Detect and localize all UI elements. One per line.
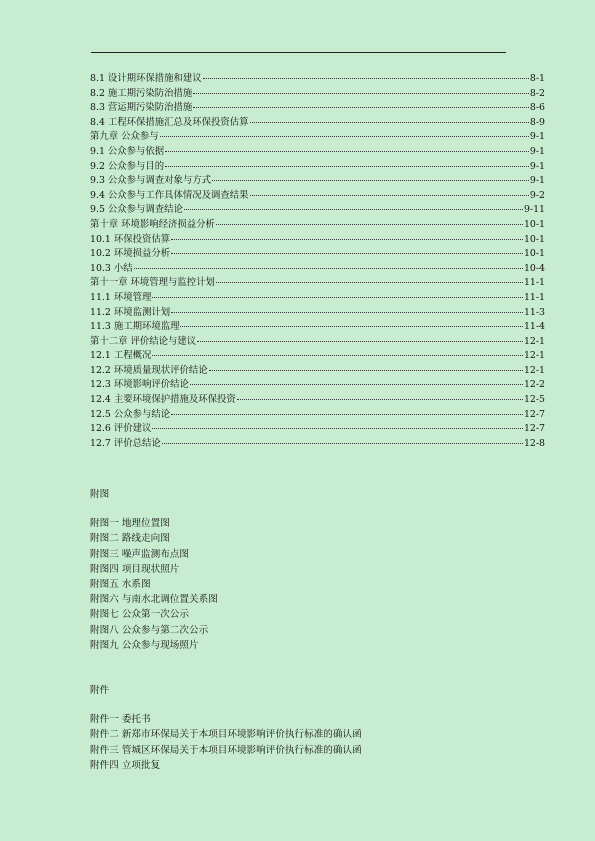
toc-entry[interactable] bbox=[90, 393, 545, 408]
toc-entry-title: 12.6 评价建议 bbox=[90, 423, 152, 435]
toc-entry-page: 12-1 bbox=[523, 335, 545, 347]
header-rule bbox=[91, 52, 506, 53]
toc-dot-leader bbox=[216, 224, 523, 225]
toc-entry-page: 11-3 bbox=[523, 306, 545, 318]
toc-entry-title: 11.2 环境监测计划 bbox=[90, 306, 171, 318]
toc-entry-title: 10.3 小结 bbox=[90, 262, 133, 274]
toc-entry-title: 第十章 环境影响经济损益分析 bbox=[90, 218, 215, 230]
toc-entry[interactable] bbox=[90, 218, 545, 233]
toc-entry-page: 12-8 bbox=[523, 437, 545, 449]
figure-list-item: 附图四 项目现状照片 bbox=[90, 563, 180, 575]
figure-list-item: 附图三 噪声监测布点图 bbox=[90, 548, 189, 560]
toc-dot-leader bbox=[160, 136, 529, 137]
figure-list-item: 附图五 水系图 bbox=[90, 578, 151, 590]
toc-entry-title: 12.3 环境影响评价结论 bbox=[90, 379, 189, 391]
toc-entry-title: 11.1 环境管理 bbox=[90, 291, 152, 303]
toc-entry-page: 11-1 bbox=[523, 277, 545, 289]
figure-list-item: 附图二 路线走向图 bbox=[90, 533, 170, 545]
toc-entry-page: 12-5 bbox=[523, 394, 545, 406]
toc-dot-leader bbox=[197, 341, 523, 342]
toc-entry-page: 10-4 bbox=[523, 262, 545, 274]
toc-entry[interactable] bbox=[90, 189, 545, 204]
attachments-section bbox=[90, 683, 362, 773]
toc-dot-leader bbox=[134, 268, 523, 269]
toc-dot-leader bbox=[162, 443, 523, 444]
toc-entry-page: 12-7 bbox=[523, 423, 545, 435]
attachments-list bbox=[90, 712, 362, 773]
attachment-list-item: 附件二 新郑市环保局关于本项目环境影响评价执行标准的确认函 bbox=[90, 729, 362, 741]
toc-dot-leader bbox=[180, 326, 522, 327]
toc-dot-leader bbox=[152, 355, 523, 356]
toc-entry-page: 8-1 bbox=[529, 73, 545, 84]
toc-entry[interactable] bbox=[90, 349, 545, 364]
toc-dot-leader bbox=[237, 399, 523, 400]
figures-list bbox=[90, 516, 218, 653]
toc-entry-title: 第九章 公众参与 bbox=[90, 131, 159, 143]
toc-entry-page: 9-1 bbox=[529, 131, 545, 143]
toc-entry[interactable] bbox=[90, 116, 545, 131]
toc-dot-leader bbox=[212, 180, 529, 181]
toc-entry-title: 8.4 工程环保措施汇总及环保投资估算 bbox=[90, 116, 249, 128]
toc-dot-leader bbox=[152, 297, 523, 298]
toc-entry-title: 8.1 设计期环保措施和建议 bbox=[90, 73, 202, 84]
toc-entry-title: 9.5 公众参与调查结论 bbox=[90, 204, 183, 216]
toc-dot-leader bbox=[250, 195, 529, 196]
toc-entry[interactable] bbox=[90, 306, 545, 321]
toc-entry-page: 12-1 bbox=[523, 364, 545, 376]
toc-entry[interactable] bbox=[90, 160, 545, 175]
toc-entry-title: 12.5 公众参与结论 bbox=[90, 408, 171, 420]
toc-entry-page: 8-6 bbox=[529, 102, 545, 114]
toc-entry-title: 9.2 公众参与目的 bbox=[90, 160, 165, 172]
toc-dot-leader bbox=[203, 78, 529, 79]
toc-entry-page: 9-1 bbox=[529, 145, 545, 157]
toc-dot-leader bbox=[193, 107, 529, 108]
toc-entry-title: 8.2 施工期污染防治措施 bbox=[90, 87, 193, 99]
attachment-list-item: 附件三 管城区环保局关于本项目环境影响评价执行标准的确认函 bbox=[90, 744, 362, 756]
toc-entry[interactable] bbox=[90, 247, 545, 262]
toc-dot-leader bbox=[165, 151, 529, 152]
toc-entry-page: 8-2 bbox=[529, 87, 545, 99]
toc-dot-leader bbox=[250, 122, 529, 123]
toc-entry-page: 12-2 bbox=[523, 379, 545, 391]
toc-entry[interactable] bbox=[90, 174, 545, 189]
figure-list-item: 附图六 与南水北调位置关系图 bbox=[90, 594, 218, 606]
toc-entry-page: 9-1 bbox=[529, 175, 545, 187]
toc-entry-page: 10-1 bbox=[523, 218, 545, 230]
toc-entry-title: 9.1 公众参与依据 bbox=[90, 145, 165, 157]
toc-entry-page: 9-2 bbox=[529, 189, 545, 201]
figures-section bbox=[90, 487, 218, 653]
toc-dot-leader bbox=[171, 414, 523, 415]
toc-entry-page: 10-1 bbox=[523, 233, 545, 245]
figure-list-item: 附图八 公众参与第二次公示 bbox=[90, 624, 209, 636]
toc-entry-title: 12.2 环境质量现状评价结论 bbox=[90, 364, 208, 376]
toc-entry-page: 9-11 bbox=[523, 204, 545, 216]
toc-entry[interactable] bbox=[90, 130, 545, 145]
toc-dot-leader bbox=[190, 384, 523, 385]
toc-entry[interactable] bbox=[90, 145, 545, 160]
toc-entry-page: 12-7 bbox=[523, 408, 545, 420]
toc-entry[interactable] bbox=[90, 101, 545, 116]
toc-entry-title: 12.1 工程概况 bbox=[90, 350, 152, 362]
figure-list-item: 附图一 地理位置图 bbox=[90, 518, 170, 530]
toc-entry-title: 10.1 环保投资估算 bbox=[90, 233, 171, 245]
toc-dot-leader bbox=[184, 209, 523, 210]
toc-entry-title: 9.4 公众参与工作具体情况及调查结果 bbox=[90, 189, 249, 201]
attachment-list-item: 附件一 委托书 bbox=[90, 714, 151, 726]
figure-list-item: 附图七 公众第一次公示 bbox=[90, 609, 189, 621]
table-of-contents bbox=[90, 72, 545, 451]
toc-entry[interactable] bbox=[90, 233, 545, 248]
toc-dot-leader bbox=[171, 239, 523, 240]
toc-entry[interactable] bbox=[90, 203, 545, 218]
toc-entry-title: 第十二章 评价结论与建议 bbox=[90, 335, 197, 347]
figure-list-item: 附图九 公众参与现场照片 bbox=[90, 639, 199, 651]
toc-entry[interactable] bbox=[90, 72, 545, 87]
toc-entry-page: 11-1 bbox=[523, 291, 545, 303]
toc-entry-title: 12.7 评价总结论 bbox=[90, 437, 161, 449]
toc-entry-title: 8.3 营运期污染防治措施 bbox=[90, 102, 193, 114]
toc-entry-title: 第十一章 环境管理与监控计划 bbox=[90, 277, 215, 289]
toc-entry-title: 12.4 主要环境保护措施及环保投资 bbox=[90, 394, 236, 406]
toc-entry-page: 12-1 bbox=[523, 350, 545, 362]
toc-dot-leader bbox=[165, 166, 529, 167]
toc-dot-leader bbox=[152, 428, 523, 429]
toc-entry-title: 10.2 环境损益分析 bbox=[90, 248, 171, 260]
toc-entry[interactable] bbox=[90, 276, 545, 291]
attachments-heading: 附件 bbox=[90, 685, 110, 696]
toc-entry[interactable] bbox=[90, 408, 545, 423]
toc-entry[interactable] bbox=[90, 437, 545, 452]
toc-entry[interactable] bbox=[90, 291, 545, 306]
figures-heading: 附图 bbox=[90, 489, 110, 500]
toc-dot-leader bbox=[193, 93, 529, 94]
toc-entry-page: 8-9 bbox=[529, 116, 545, 128]
toc-entry[interactable] bbox=[90, 422, 545, 437]
toc-entry-page: 10-1 bbox=[523, 248, 545, 260]
toc-dot-leader bbox=[216, 282, 523, 283]
toc-dot-leader bbox=[171, 253, 523, 254]
toc-entry-title: 9.3 公众参与调查对象与方式 bbox=[90, 175, 212, 187]
toc-entry[interactable] bbox=[90, 262, 545, 277]
toc-entry[interactable] bbox=[90, 320, 545, 335]
toc-entry[interactable] bbox=[90, 335, 545, 350]
toc-entry-title: 11.3 施工期环境监理 bbox=[90, 321, 180, 333]
attachment-list-item: 附件四 立项批复 bbox=[90, 759, 161, 771]
toc-entry-page: 11-4 bbox=[523, 321, 545, 333]
toc-dot-leader bbox=[209, 370, 523, 371]
toc-dot-leader bbox=[171, 312, 523, 313]
toc-entry[interactable] bbox=[90, 364, 545, 379]
toc-entry[interactable] bbox=[90, 87, 545, 102]
toc-entry-page: 9-1 bbox=[529, 160, 545, 172]
toc-entry[interactable] bbox=[90, 378, 545, 393]
